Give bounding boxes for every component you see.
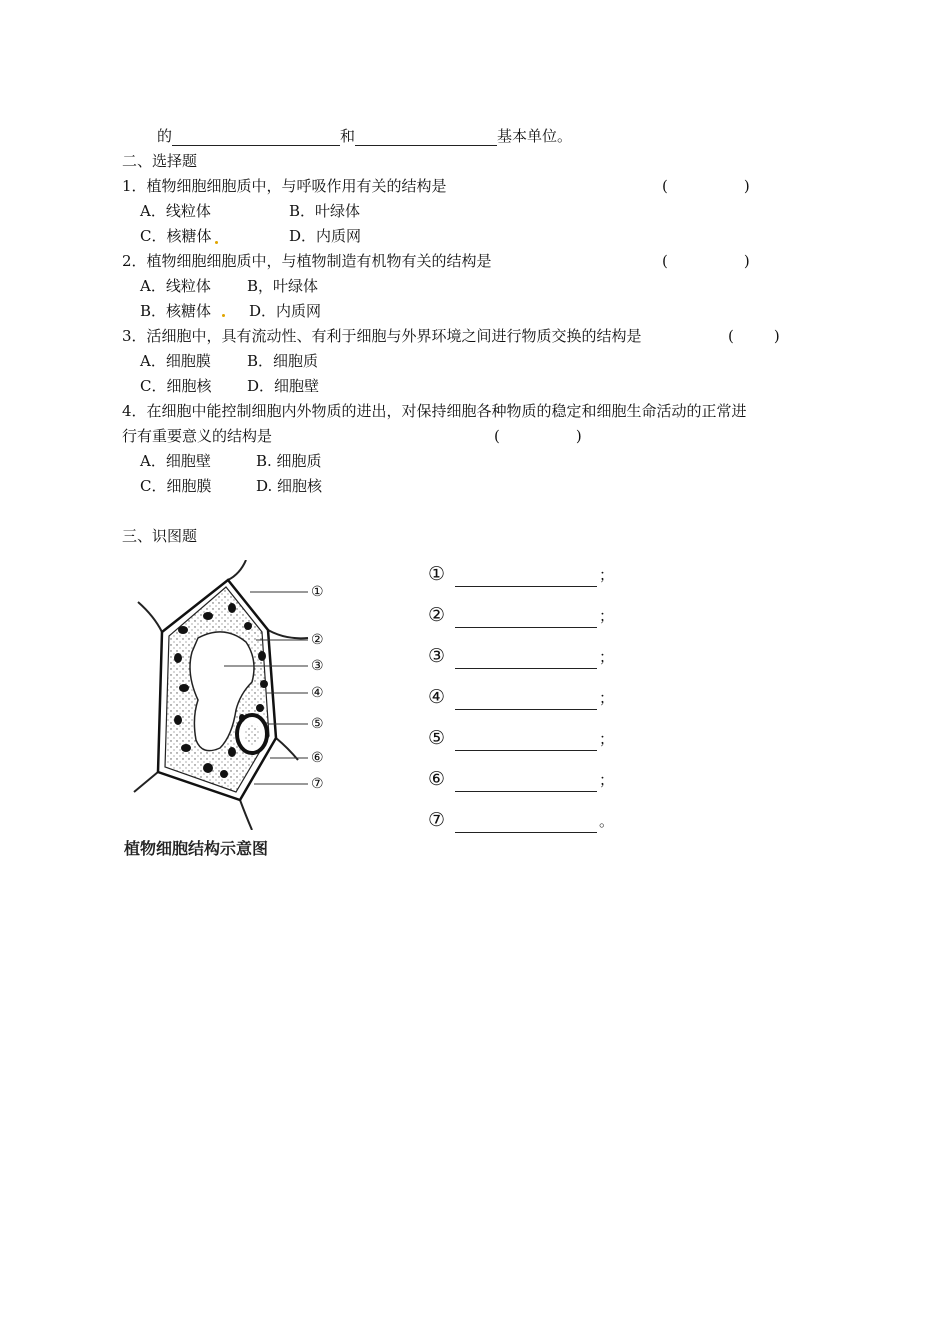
q1-option-a[interactable]: A．线粒体 xyxy=(140,202,211,220)
answer-row-1: ① ； xyxy=(428,563,615,585)
q1-option-d[interactable]: D．内质网 xyxy=(289,227,362,245)
answer-row-3: ③ ； xyxy=(428,645,615,667)
q2-option-d[interactable]: D．内质网 xyxy=(249,302,322,320)
diagram-label-2: ② xyxy=(311,632,324,648)
section-choice-title: 二、选择题 xyxy=(122,152,198,170)
question-1: 1．植物细胞细胞质中，与呼吸作用有关的结构是 xyxy=(122,177,447,195)
q3-option-a[interactable]: A．细胞膜 xyxy=(140,352,211,370)
stray-dot-mark xyxy=(215,241,218,244)
q1-option-c[interactable]: C．核糖体 xyxy=(140,227,212,245)
answer-row-5: ⑤ ； xyxy=(428,727,615,749)
fill-line xyxy=(157,126,572,146)
answer-blank-6[interactable] xyxy=(455,773,597,792)
question-3: 3．活细胞中，具有流动性、有利于细胞与外界环境之间进行物质交换的结构是 xyxy=(122,327,642,345)
answer-row-2: ② ； xyxy=(428,604,615,626)
answer-num-2: ② xyxy=(428,604,446,626)
answer-blank-3[interactable] xyxy=(455,650,597,669)
q3-option-c[interactable]: C．细胞核 xyxy=(140,377,212,395)
q2-option-c[interactable]: B．核糖体 xyxy=(140,302,212,320)
fill-blank-1[interactable] xyxy=(172,130,340,146)
answer-row-7: ⑦ 。 xyxy=(428,809,615,831)
question-3-paren[interactable]: ( ) xyxy=(728,327,780,345)
answer-blank-2[interactable] xyxy=(455,609,597,628)
answer-blank-7[interactable] xyxy=(455,814,597,833)
q1-option-b[interactable]: B．叶绿体 xyxy=(289,202,361,220)
q2-option-a[interactable]: A．线粒体 xyxy=(140,277,211,295)
answer-num-3: ③ xyxy=(428,645,446,667)
question-2-paren[interactable]: ( ) xyxy=(662,252,750,270)
answer-blank-5[interactable] xyxy=(455,732,597,751)
fill-line-mid: 和 xyxy=(340,127,356,145)
answer-row-4: ④ ； xyxy=(428,686,615,708)
answer-blank-1[interactable] xyxy=(455,568,597,587)
diagram-label-4: ④ xyxy=(311,685,324,701)
answer-num-1: ① xyxy=(428,563,446,585)
fill-line-prefix: 的 xyxy=(157,127,173,145)
q4-option-c[interactable]: C．细胞膜 xyxy=(140,477,212,495)
q4-option-a[interactable]: A．细胞壁 xyxy=(140,452,211,470)
q3-option-d[interactable]: D．细胞壁 xyxy=(247,377,320,395)
diagram-label-5: ⑤ xyxy=(311,716,324,732)
q4-option-d[interactable]: D. 细胞核 xyxy=(256,477,323,495)
q3-option-b[interactable]: B．细胞质 xyxy=(247,352,319,370)
diagram-label-1: ① xyxy=(311,584,324,600)
question-4: 4．在细胞中能控制细胞内外物质的进出，对保持细胞各种物质的稳定和细胞生命活动的正常进 xyxy=(122,402,747,420)
fill-line-suffix: 基本单位。 xyxy=(497,127,573,145)
diagram-label-3: ③ xyxy=(311,658,324,674)
q4-option-b[interactable]: B. 细胞质 xyxy=(256,452,322,470)
answer-row-6: ⑥ ； xyxy=(428,768,615,790)
answer-num-7: ⑦ xyxy=(428,809,446,831)
answer-blank-4[interactable] xyxy=(455,691,597,710)
question-4-paren[interactable]: ( ) xyxy=(494,427,582,445)
plant-cell-diagram xyxy=(128,560,338,830)
answer-num-5: ⑤ xyxy=(428,727,446,749)
q2-option-b[interactable]: B，叶绿体 xyxy=(247,277,319,295)
section-diagram-title: 三、识图题 xyxy=(122,527,198,545)
diagram-label-6: ⑥ xyxy=(311,750,324,766)
diagram-caption: 植物细胞结构示意图 xyxy=(124,839,269,858)
answer-num-6: ⑥ xyxy=(428,768,446,790)
fill-blank-2[interactable] xyxy=(355,130,497,146)
question-2: 2．植物细胞细胞质中，与植物制造有机物有关的结构是 xyxy=(122,252,492,270)
question-4-line-2: 行有重要意义的结构是 xyxy=(122,427,273,445)
diagram-label-7: ⑦ xyxy=(311,776,324,792)
stray-dot-mark xyxy=(222,314,225,317)
answer-num-4: ④ xyxy=(428,686,446,708)
question-1-paren[interactable]: ( ) xyxy=(662,177,750,195)
